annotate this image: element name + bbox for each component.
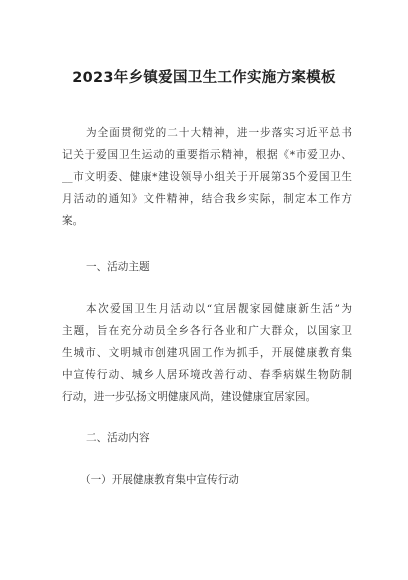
theme-line: 本次爱国卫生月活动以“宜居靓家园健康新生活”为 [86,303,352,315]
intro-line: __市文明委、健康*建设领导小组关于开展第35个爱国卫生 [62,171,352,183]
section-heading-theme: 一、活动主题 [86,261,150,273]
subsection-heading: （一）开展健康教育集中宣传行动 [80,474,239,486]
intro-line: 为全面贯彻党的二十大精神，进一步落实习近平总书 [86,127,352,139]
intro-line: 月活动的通知》文件精神，结合我乡实际，制定本工作方 [62,193,352,205]
theme-line: 主题，旨在充分动员全乡各行各业和广大群众，以国家卫 [62,325,352,337]
theme-line: 行动，进一步弘扬文明健康风尚，建设健康宜居家园。 [62,391,317,403]
intro-line: 案。 [62,215,84,227]
document-title: 2023年乡镇爱国卫生工作实施方案模板 [72,70,336,86]
theme-line: 生城市、文明城市创建巩固工作为抓手，开展健康教育集 [62,347,352,359]
theme-line: 中宣传行动、城乡人居环境改善行动、春季病媒生物防制 [62,369,352,381]
theme-paragraph [62,298,352,408]
intro-paragraph [62,122,352,232]
section-heading-content: 二、活动内容 [86,432,150,444]
intro-line: 记关于爱国卫生运动的重要指示精神，根据《*市爱卫办、 [62,149,352,161]
